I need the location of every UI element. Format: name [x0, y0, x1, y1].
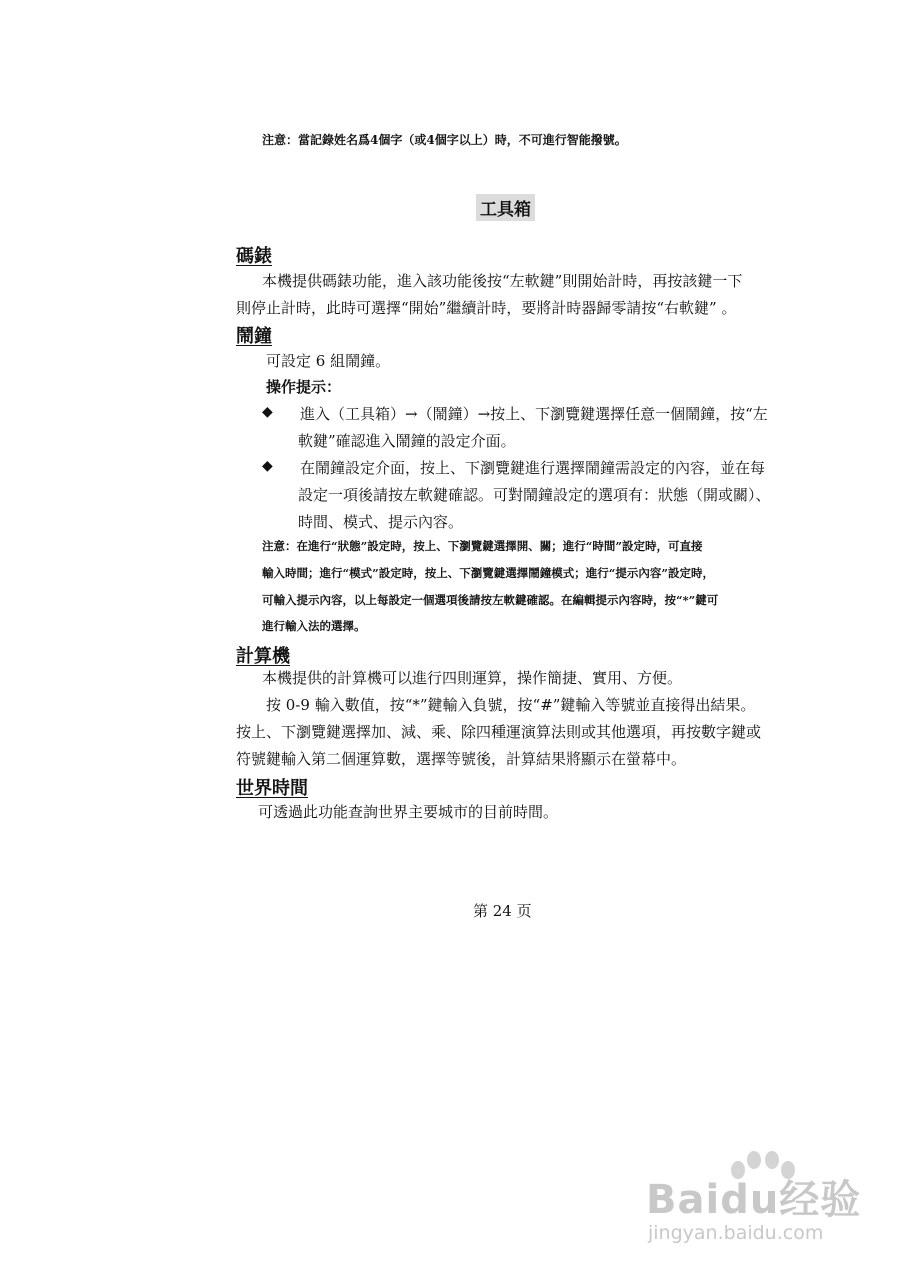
alarm-intro: 可設定 6 組鬧鐘。: [266, 352, 391, 370]
world-time-line-1: 可透過此功能查詢世界主要城市的目前時間。: [258, 803, 559, 821]
alarm-heading: 鬧鐘: [236, 326, 272, 347]
bullet-diamond-icon: ◆: [262, 404, 273, 420]
alarm-tips-label: 操作提示：: [266, 378, 342, 396]
baidu-watermark: [630, 1148, 880, 1258]
alarm-note-line-1: 注意：在進行“狀態”設定時，按上、下瀏覽鍵選擇開、關；進行“時間”設定時，可直接: [262, 539, 703, 553]
alarm-bullet-2-line-1: 在鬧鐘設定介面，按上、下瀏覽鍵進行選擇鬧鐘需設定的內容，並在每: [300, 459, 766, 477]
alarm-note-line-2: 輸入時間；進行“模式”設定時，按上、下瀏覽鍵選擇鬧鐘模式；進行“提示內容”設定時，: [262, 566, 714, 580]
calculator-line-4: 符號鍵輸入第二個運算數，選擇等號後，計算結果將顯示在螢幕中。: [236, 750, 687, 768]
alarm-bullet-2-line-3: 時間、模式、提示內容。: [298, 513, 464, 531]
stopwatch-line-2: 則停止計時，此時可選擇“開始”繼續計時，要將計時器歸零請按“右軟鍵” 。: [236, 299, 737, 317]
bullet-diamond-icon: ◆: [262, 458, 273, 474]
alarm-note-line-4: 進行輸入法的選擇。: [262, 619, 366, 633]
page-number: 第 24 页: [473, 902, 532, 920]
world-time-heading: 世界時間: [236, 778, 308, 799]
calculator-line-1: 本機提供的計算機可以進行四則運算，操作簡捷、實用、方便。: [262, 669, 683, 687]
chapter-title: 工具箱: [476, 194, 535, 221]
stopwatch-line-1: 本機提供碼錶功能，進入該功能後按“左軟鍵”則開始計時，再按該鍵一下: [262, 272, 743, 290]
watermark-url: jingyan.baidu.com: [648, 1222, 824, 1244]
stopwatch-heading: 碼錶: [236, 246, 272, 267]
calculator-line-2: 按 0-9 輸入數值，按“*”鍵輸入負號，按“#”鍵輸入等號並直接得出結果。: [266, 696, 756, 714]
calculator-heading: 計算機: [236, 646, 290, 667]
alarm-bullet-2-line-2: 設定一項後請按左軟鍵確認。可對鬧鐘設定的選項有：狀態（開或關）、: [298, 486, 771, 504]
calculator-line-3: 按上、下瀏覽鍵選擇加、減、乘、除四種運演算法則或其他選項，再按數字鍵或: [236, 723, 762, 741]
alarm-bullet-1-line-2: 軟鍵”確認進入鬧鐘的設定介面。: [298, 432, 516, 450]
alarm-bullet-1-line-1: 進入（工具箱）→（鬧鐘）→按上、下瀏覽鍵選擇任意一個鬧鐘，按“左: [300, 405, 768, 423]
watermark-brand: Baidu经验: [646, 1177, 862, 1223]
alarm-note-line-3: 可輸入提示內容，以上每設定一個選項後請按左軟鍵確認。在編輯提示內容時，按“*”鍵可: [262, 593, 719, 607]
top-note: 注意：當記錄姓名爲4個字（或4個字以上）時，不可進行智能撥號。: [262, 133, 627, 147]
